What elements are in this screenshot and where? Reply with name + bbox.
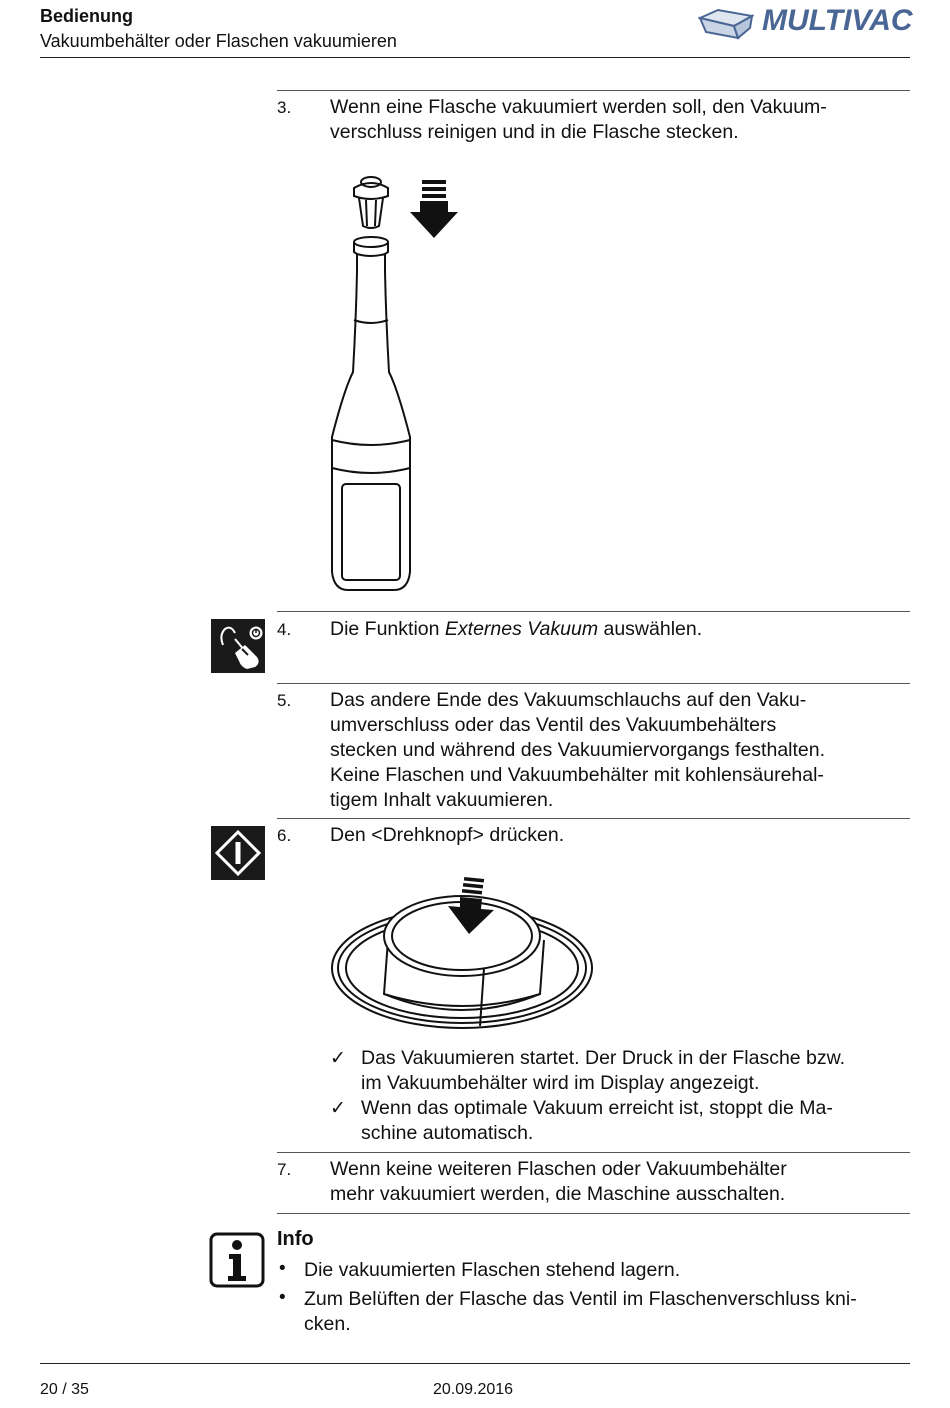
step-divider — [277, 818, 910, 819]
step-line: Wenn eine Flasche vakuumiert werden soll, den Vakuum- — [330, 96, 827, 118]
step-text — [330, 95, 910, 145]
multivac-tray-logo-icon — [698, 6, 754, 40]
page-subtitle: Vakuumbehälter oder Flaschen vakuumieren — [40, 31, 397, 51]
step-line: tigem Inhalt vakuumieren. — [330, 789, 554, 811]
step-number: 5. — [277, 691, 292, 710]
step-line: mehr vakuumiert werden, die Maschine ausschalten. — [330, 1183, 786, 1205]
step-line: Keine Flaschen und Vakuumbehälter mit kohlensäurehal- — [330, 764, 824, 786]
result-line: Wenn das optimale Vakuum erreicht ist, stoppt die Ma- — [361, 1097, 833, 1119]
function-name: Externes Vakuum — [444, 618, 599, 640]
external-vacuum-bottle-icon — [211, 619, 265, 673]
result-line: schine automatisch. — [361, 1122, 534, 1144]
rotary-knob-press-icon — [328, 876, 596, 1036]
result-text — [361, 1046, 910, 1096]
step-number: 7. — [277, 1160, 292, 1179]
info-line: Die vakuumierten Flaschen stehend lagern. — [304, 1259, 681, 1281]
step-divider — [277, 90, 910, 91]
step-text-prefix: Die Funktion — [330, 618, 445, 640]
info-divider — [277, 1213, 910, 1214]
info-text — [304, 1258, 910, 1283]
step-number: 6. — [277, 826, 292, 845]
step-divider — [277, 611, 910, 612]
result-text — [361, 1096, 910, 1146]
step-line: umverschluss oder das Ventil des Vakuumbehälters — [330, 714, 777, 736]
step-divider — [277, 683, 910, 684]
info-bullet-icon: • — [279, 1287, 286, 1308]
result-line: Das Vakuumieren startet. Der Druck in der Flasche bzw. — [361, 1047, 846, 1069]
bottle-with-stopper-icon — [326, 172, 466, 596]
step-number: 3. — [277, 98, 292, 117]
step-text-suffix: auswählen. — [598, 618, 703, 640]
multivac-logo-text: MULTIVAC — [762, 4, 913, 37]
step-text — [330, 1157, 910, 1207]
footer-divider — [40, 1363, 910, 1364]
step-number: 4. — [277, 620, 292, 639]
start-button-icon — [211, 826, 265, 880]
info-line: Zum Belüften der Flasche das Ventil im Flaschenverschluss kni- — [304, 1288, 857, 1310]
step-line: Den <Drehknopf> drücken. — [330, 824, 565, 846]
document-date: 20.09.2016 — [433, 1381, 514, 1398]
step-line: Das andere Ende des Vakuumschlauchs auf den Vaku- — [330, 689, 807, 711]
result-line: im Vakuumbehälter wird im Display angezeigt. — [361, 1072, 760, 1094]
step-text — [330, 823, 910, 848]
section-title: Bedienung — [40, 6, 133, 26]
step-line: Wenn keine weiteren Flaschen oder Vakuumbehälter — [330, 1158, 787, 1180]
result-check-icon: ✓ — [330, 1098, 346, 1119]
step-text — [330, 688, 910, 813]
info-text — [304, 1287, 910, 1337]
step-line: verschluss reinigen und in die Flasche stecken. — [330, 121, 739, 143]
info-title: Info — [277, 1228, 314, 1250]
step-text — [330, 617, 910, 642]
page-number: 20 / 35 — [40, 1381, 89, 1398]
header-divider — [40, 57, 910, 58]
step-line: stecken und während des Vakuumiervorgangs festhalten. — [330, 739, 826, 761]
info-icon — [209, 1232, 265, 1288]
result-check-icon: ✓ — [330, 1048, 346, 1069]
step-divider — [277, 1152, 910, 1153]
info-bullet-icon: • — [279, 1258, 286, 1279]
info-line: cken. — [304, 1313, 351, 1335]
